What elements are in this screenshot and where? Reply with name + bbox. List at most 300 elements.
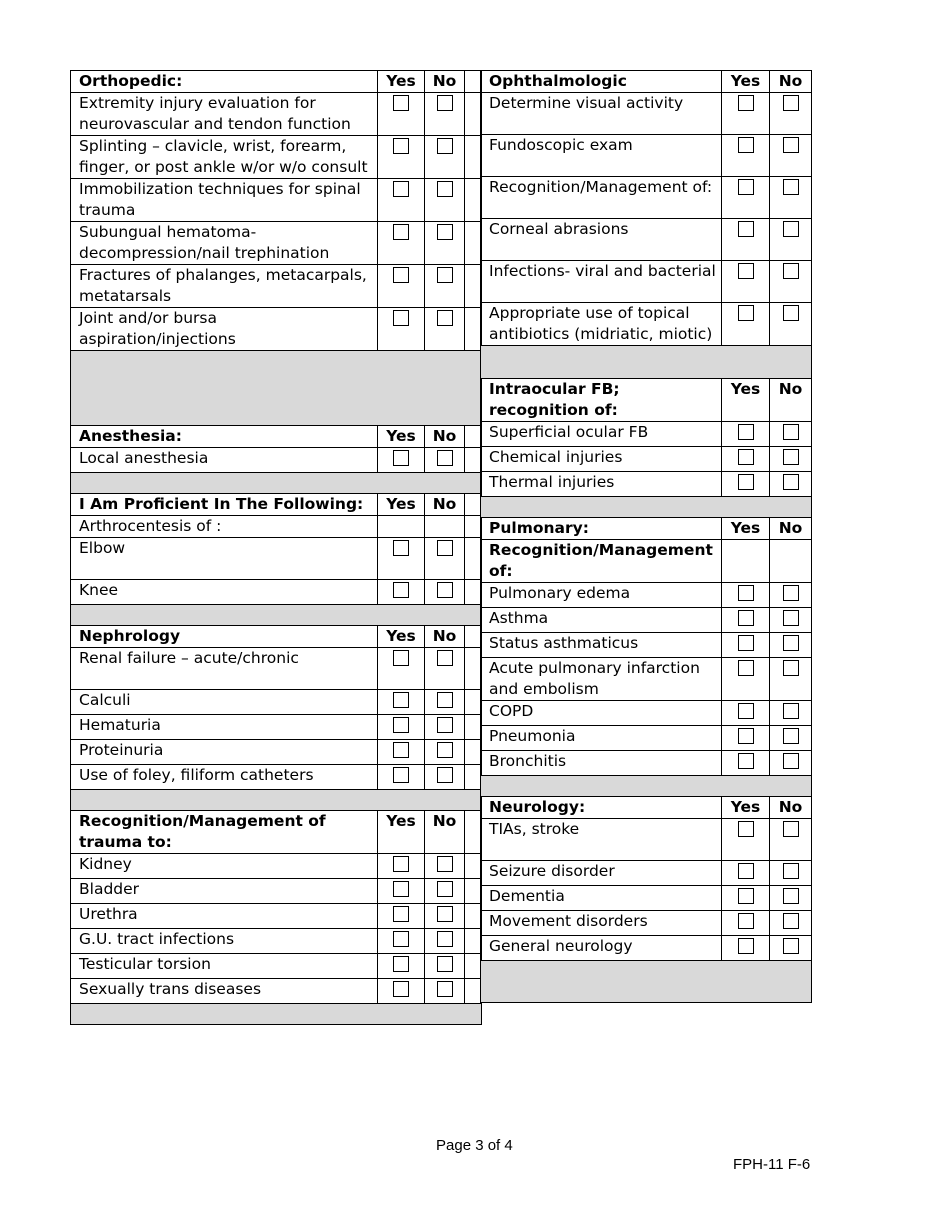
shaded-spacer-row bbox=[481, 961, 812, 1003]
yes-cell bbox=[378, 580, 425, 605]
item-label: Chemical injuries bbox=[481, 447, 722, 472]
item-label: Pulmonary edema bbox=[481, 583, 722, 608]
no-checkbox[interactable] bbox=[437, 310, 453, 326]
divider-cell bbox=[465, 308, 482, 351]
yes-checkbox[interactable] bbox=[393, 931, 409, 947]
spacer-cell bbox=[71, 605, 482, 626]
divider-cell bbox=[465, 929, 482, 954]
no-checkbox[interactable] bbox=[783, 424, 799, 440]
checklist-row-seizure-disorder bbox=[481, 861, 812, 886]
checklist-row-subungual-hematoma-decompression-nail-trephination bbox=[71, 222, 482, 265]
yes-cell bbox=[722, 219, 770, 261]
no-cell bbox=[770, 261, 812, 303]
section-header-intraocular-fb-recognition-of bbox=[481, 379, 812, 422]
spacer-cell bbox=[71, 1004, 482, 1025]
no-cell bbox=[770, 886, 812, 911]
yes-column-header: Yes bbox=[378, 426, 425, 448]
checklist-row-chemical-injuries bbox=[481, 447, 812, 472]
checklist-row-tias-stroke bbox=[481, 819, 812, 861]
yes-checkbox[interactable] bbox=[393, 717, 409, 733]
divider-cell bbox=[465, 904, 482, 929]
divider-cell bbox=[465, 765, 482, 790]
no-checkbox[interactable] bbox=[783, 449, 799, 465]
yes-cell bbox=[722, 608, 770, 633]
section-header-pulmonary bbox=[481, 518, 812, 540]
spacer-cell bbox=[71, 473, 482, 494]
item-label: Calculi bbox=[71, 690, 378, 715]
yes-cell bbox=[378, 740, 425, 765]
checklist-row-movement-disorders bbox=[481, 911, 812, 936]
yes-cell bbox=[378, 222, 425, 265]
yes-checkbox[interactable] bbox=[393, 956, 409, 972]
item-label: Extremity injury evaluation for neurovascular and tendon function bbox=[71, 93, 378, 136]
section-title: Orthopedic: bbox=[71, 71, 378, 93]
no-checkbox[interactable] bbox=[783, 703, 799, 719]
no-cell bbox=[770, 819, 812, 861]
item-label: Hematuria bbox=[71, 715, 378, 740]
right-checklist-table bbox=[480, 70, 812, 1003]
no-cell bbox=[770, 608, 812, 633]
no-checkbox[interactable] bbox=[783, 179, 799, 195]
item-label: General neurology bbox=[481, 936, 722, 961]
divider-cell bbox=[465, 265, 482, 308]
checklist-row-elbow bbox=[71, 538, 482, 580]
yes-checkbox[interactable] bbox=[393, 981, 409, 997]
checklist-row-bronchitis bbox=[481, 751, 812, 776]
yes-cell bbox=[722, 135, 770, 177]
yes-checkbox[interactable] bbox=[393, 906, 409, 922]
yes-column-header: Yes bbox=[378, 494, 425, 516]
spacer-cell bbox=[71, 351, 482, 426]
no-cell bbox=[770, 422, 812, 447]
no-cell bbox=[770, 936, 812, 961]
no-checkbox[interactable] bbox=[437, 267, 453, 283]
yes-checkbox[interactable] bbox=[738, 610, 754, 626]
checklist-row-pneumonia bbox=[481, 726, 812, 751]
checklist-row-use-of-foley-filiform-catheters bbox=[71, 765, 482, 790]
no-cell bbox=[770, 472, 812, 497]
item-label: Renal failure – acute/chronic bbox=[71, 648, 378, 690]
yes-checkbox[interactable] bbox=[738, 888, 754, 904]
yes-checkbox[interactable] bbox=[738, 938, 754, 954]
divider-cell bbox=[465, 626, 482, 648]
no-checkbox[interactable] bbox=[437, 767, 453, 783]
item-label: Pneumonia bbox=[481, 726, 722, 751]
divider-cell bbox=[465, 811, 482, 854]
divider-cell bbox=[465, 494, 482, 516]
left-checklist-table bbox=[70, 70, 482, 1025]
no-cell bbox=[770, 93, 812, 135]
yes-checkbox[interactable] bbox=[738, 753, 754, 769]
no-checkbox[interactable] bbox=[783, 888, 799, 904]
yes-checkbox[interactable] bbox=[738, 821, 754, 837]
item-label: Proteinuria bbox=[71, 740, 378, 765]
no-cell bbox=[770, 911, 812, 936]
item-label: Joint and/or bursa aspiration/injections bbox=[71, 308, 378, 351]
yes-checkbox[interactable] bbox=[738, 305, 754, 321]
checklist-row-recognition-management-of bbox=[481, 177, 812, 219]
no-checkbox[interactable] bbox=[783, 95, 799, 111]
yes-column-header: Yes bbox=[722, 71, 770, 93]
no-checkbox[interactable] bbox=[437, 856, 453, 872]
no-checkbox[interactable] bbox=[437, 95, 453, 111]
shaded-spacer-row bbox=[481, 346, 812, 379]
no-checkbox[interactable] bbox=[437, 138, 453, 154]
shaded-spacer-row bbox=[71, 473, 482, 494]
section-header-recognition-management-of-trauma-to bbox=[71, 811, 482, 854]
no-cell bbox=[770, 219, 812, 261]
checklist-row-local-anesthesia bbox=[71, 448, 482, 473]
yes-cell bbox=[722, 633, 770, 658]
no-cell bbox=[425, 979, 465, 1004]
no-cell bbox=[425, 93, 465, 136]
checklist-row-hematuria bbox=[71, 715, 482, 740]
checklist-row-arthrocentesis-of bbox=[71, 516, 482, 538]
checklist-row-extremity-injury-evaluation-for-neurovascular-and-tendon-function bbox=[71, 93, 482, 136]
no-column-header: No bbox=[425, 426, 465, 448]
no-cell bbox=[770, 135, 812, 177]
no-checkbox[interactable] bbox=[437, 450, 453, 466]
no-cell bbox=[425, 308, 465, 351]
yes-cell bbox=[378, 308, 425, 351]
checklist-row-kidney bbox=[71, 854, 482, 879]
yes-checkbox[interactable] bbox=[393, 95, 409, 111]
item-label: Recognition/Management of: bbox=[481, 540, 722, 583]
checklist-row-determine-visual-activity bbox=[481, 93, 812, 135]
no-cell bbox=[425, 222, 465, 265]
checklist-row-proteinuria bbox=[71, 740, 482, 765]
checklist-row-joint-and-or-bursa-aspiration-injections bbox=[71, 308, 482, 351]
yes-checkbox[interactable] bbox=[393, 692, 409, 708]
yes-checkbox[interactable] bbox=[738, 449, 754, 465]
item-label: Movement disorders bbox=[481, 911, 722, 936]
no-checkbox[interactable] bbox=[783, 660, 799, 676]
item-label: Urethra bbox=[71, 904, 378, 929]
item-label: Superficial ocular FB bbox=[481, 422, 722, 447]
yes-cell bbox=[378, 448, 425, 473]
no-checkbox[interactable] bbox=[783, 753, 799, 769]
yes-checkbox[interactable] bbox=[393, 224, 409, 240]
checklist-row-pulmonary-edema bbox=[481, 583, 812, 608]
section-header-i-am-proficient-in-the-following bbox=[71, 494, 482, 516]
checklist-row-superficial-ocular-fb bbox=[481, 422, 812, 447]
item-label: Thermal injuries bbox=[481, 472, 722, 497]
checklist-row-asthma bbox=[481, 608, 812, 633]
yes-cell bbox=[722, 751, 770, 776]
empty-cell bbox=[722, 540, 770, 583]
no-cell bbox=[425, 879, 465, 904]
divider-cell bbox=[465, 740, 482, 765]
checklist-row-recognition-management-of bbox=[481, 540, 812, 583]
no-column-header: No bbox=[770, 797, 812, 819]
yes-checkbox[interactable] bbox=[738, 95, 754, 111]
no-cell bbox=[425, 854, 465, 879]
item-label: Local anesthesia bbox=[71, 448, 378, 473]
no-checkbox[interactable] bbox=[783, 728, 799, 744]
no-cell bbox=[425, 954, 465, 979]
no-cell bbox=[425, 265, 465, 308]
checklist-row-bladder bbox=[71, 879, 482, 904]
no-checkbox[interactable] bbox=[437, 650, 453, 666]
divider-cell bbox=[465, 516, 482, 538]
checklist-row-infections-viral-and-bacterial bbox=[481, 261, 812, 303]
no-cell bbox=[425, 538, 465, 580]
section-header-orthopedic bbox=[71, 71, 482, 93]
item-label: Splinting – clavicle, wrist, forearm, finger, or post ankle w/or w/o consult bbox=[71, 136, 378, 179]
no-checkbox[interactable] bbox=[783, 474, 799, 490]
yes-checkbox[interactable] bbox=[738, 179, 754, 195]
yes-checkbox[interactable] bbox=[738, 863, 754, 879]
no-cell bbox=[770, 861, 812, 886]
no-cell bbox=[770, 658, 812, 701]
checklist-row-g-u-tract-infections bbox=[71, 929, 482, 954]
no-checkbox[interactable] bbox=[783, 913, 799, 929]
item-label: Knee bbox=[71, 580, 378, 605]
no-checkbox[interactable] bbox=[783, 137, 799, 153]
divider-cell bbox=[465, 715, 482, 740]
yes-checkbox[interactable] bbox=[393, 767, 409, 783]
yes-checkbox[interactable] bbox=[738, 137, 754, 153]
yes-cell bbox=[722, 583, 770, 608]
no-cell bbox=[770, 303, 812, 346]
yes-checkbox[interactable] bbox=[393, 310, 409, 326]
checklist-row-calculi bbox=[71, 690, 482, 715]
no-checkbox[interactable] bbox=[783, 585, 799, 601]
no-cell bbox=[425, 448, 465, 473]
no-checkbox[interactable] bbox=[783, 305, 799, 321]
yes-checkbox[interactable] bbox=[393, 582, 409, 598]
item-label: Bronchitis bbox=[481, 751, 722, 776]
checklist-row-copd bbox=[481, 701, 812, 726]
yes-checkbox[interactable] bbox=[393, 138, 409, 154]
yes-column-header: Yes bbox=[722, 379, 770, 422]
no-checkbox[interactable] bbox=[437, 181, 453, 197]
item-label: Bladder bbox=[71, 879, 378, 904]
section-title: Pulmonary: bbox=[481, 518, 722, 540]
no-cell bbox=[770, 701, 812, 726]
yes-checkbox[interactable] bbox=[393, 540, 409, 556]
spacer-cell bbox=[481, 961, 812, 1003]
no-checkbox[interactable] bbox=[783, 221, 799, 237]
yes-cell bbox=[722, 447, 770, 472]
item-label: Infections- viral and bacterial bbox=[481, 261, 722, 303]
no-checkbox[interactable] bbox=[783, 863, 799, 879]
no-checkbox[interactable] bbox=[783, 635, 799, 651]
no-column-header: No bbox=[425, 626, 465, 648]
no-checkbox[interactable] bbox=[437, 224, 453, 240]
checklist-row-urethra bbox=[71, 904, 482, 929]
yes-checkbox[interactable] bbox=[738, 221, 754, 237]
divider-cell bbox=[465, 879, 482, 904]
yes-cell bbox=[722, 658, 770, 701]
checklist-row-appropriate-use-of-topical-antibiotics-midriatic-miotic bbox=[481, 303, 812, 346]
no-checkbox[interactable] bbox=[783, 610, 799, 626]
yes-cell bbox=[378, 929, 425, 954]
item-label: Corneal abrasions bbox=[481, 219, 722, 261]
form-id: FPH-11 F-6 bbox=[733, 1156, 811, 1173]
yes-cell bbox=[722, 472, 770, 497]
no-cell bbox=[770, 583, 812, 608]
yes-checkbox[interactable] bbox=[393, 650, 409, 666]
no-checkbox[interactable] bbox=[437, 582, 453, 598]
no-checkbox[interactable] bbox=[437, 906, 453, 922]
yes-cell bbox=[378, 648, 425, 690]
yes-checkbox[interactable] bbox=[738, 660, 754, 676]
yes-cell bbox=[378, 93, 425, 136]
yes-cell bbox=[378, 904, 425, 929]
no-checkbox[interactable] bbox=[437, 717, 453, 733]
yes-checkbox[interactable] bbox=[738, 474, 754, 490]
yes-cell bbox=[722, 911, 770, 936]
no-checkbox[interactable] bbox=[437, 931, 453, 947]
item-label: Acute pulmonary infarction and embolism bbox=[481, 658, 722, 701]
yes-cell bbox=[378, 265, 425, 308]
no-checkbox[interactable] bbox=[437, 540, 453, 556]
divider-cell bbox=[465, 954, 482, 979]
yes-checkbox[interactable] bbox=[393, 450, 409, 466]
yes-cell bbox=[378, 538, 425, 580]
shaded-spacer-row bbox=[481, 776, 812, 797]
page-number: Page 3 of 4 bbox=[436, 1137, 513, 1154]
no-column-header: No bbox=[425, 494, 465, 516]
no-column-header: No bbox=[425, 811, 465, 854]
yes-cell bbox=[378, 179, 425, 222]
checklist-row-renal-failure-acute-chronic bbox=[71, 648, 482, 690]
checklist-row-status-asthmaticus bbox=[481, 633, 812, 658]
yes-checkbox[interactable] bbox=[393, 742, 409, 758]
checklist-row-fundoscopic-exam bbox=[481, 135, 812, 177]
no-cell bbox=[425, 580, 465, 605]
yes-checkbox[interactable] bbox=[738, 728, 754, 744]
no-cell bbox=[770, 633, 812, 658]
checklist-row-general-neurology bbox=[481, 936, 812, 961]
no-cell bbox=[425, 904, 465, 929]
yes-cell bbox=[378, 690, 425, 715]
yes-cell bbox=[722, 261, 770, 303]
spacer-cell bbox=[481, 346, 812, 379]
no-checkbox[interactable] bbox=[437, 956, 453, 972]
yes-cell bbox=[722, 819, 770, 861]
checklist-row-splinting-clavicle-wrist-forearm-finger-or-post-ankle-w-or-w-o-consult bbox=[71, 136, 482, 179]
item-label: Arthrocentesis of : bbox=[71, 516, 378, 538]
yes-column-header: Yes bbox=[722, 797, 770, 819]
no-cell bbox=[425, 740, 465, 765]
no-cell bbox=[770, 751, 812, 776]
yes-checkbox[interactable] bbox=[738, 424, 754, 440]
divider-cell bbox=[465, 222, 482, 265]
item-label: TIAs, stroke bbox=[481, 819, 722, 861]
yes-checkbox[interactable] bbox=[738, 635, 754, 651]
section-title: Neurology: bbox=[481, 797, 722, 819]
section-header-anesthesia bbox=[71, 426, 482, 448]
checklist-row-immobilization-techniques-for-spinal-trauma bbox=[71, 179, 482, 222]
no-cell bbox=[425, 929, 465, 954]
no-cell bbox=[425, 765, 465, 790]
divider-cell bbox=[465, 426, 482, 448]
no-checkbox[interactable] bbox=[783, 821, 799, 837]
yes-cell bbox=[378, 136, 425, 179]
section-header-ophthalmologic bbox=[481, 71, 812, 93]
yes-cell bbox=[378, 954, 425, 979]
yes-cell bbox=[722, 936, 770, 961]
shaded-spacer-row bbox=[71, 1004, 482, 1025]
divider-cell bbox=[465, 538, 482, 580]
no-cell bbox=[425, 179, 465, 222]
checklist-row-fractures-of-phalanges-metacarpals-metatarsals bbox=[71, 265, 482, 308]
yes-checkbox[interactable] bbox=[393, 881, 409, 897]
yes-cell bbox=[722, 177, 770, 219]
no-column-header: No bbox=[770, 71, 812, 93]
shaded-spacer-row bbox=[71, 790, 482, 811]
no-checkbox[interactable] bbox=[437, 742, 453, 758]
checklist-row-testicular-torsion bbox=[71, 954, 482, 979]
divider-cell bbox=[465, 71, 482, 93]
section-title: Ophthalmologic bbox=[481, 71, 722, 93]
shaded-spacer-row bbox=[71, 605, 482, 626]
no-checkbox[interactable] bbox=[783, 263, 799, 279]
divider-cell bbox=[465, 179, 482, 222]
no-checkbox[interactable] bbox=[437, 881, 453, 897]
yes-checkbox[interactable] bbox=[738, 703, 754, 719]
section-title: I Am Proficient In The Following: bbox=[71, 494, 378, 516]
item-label: Immobilization techniques for spinal trauma bbox=[71, 179, 378, 222]
yes-checkbox[interactable] bbox=[393, 856, 409, 872]
item-label: Fundoscopic exam bbox=[481, 135, 722, 177]
no-cell bbox=[425, 136, 465, 179]
checklist-row-corneal-abrasions bbox=[481, 219, 812, 261]
item-label: Sexually trans diseases bbox=[71, 979, 378, 1004]
divider-cell bbox=[465, 136, 482, 179]
yes-column-header: Yes bbox=[722, 518, 770, 540]
checklist-row-sexually-trans-diseases bbox=[71, 979, 482, 1004]
no-checkbox[interactable] bbox=[783, 938, 799, 954]
yes-cell bbox=[722, 726, 770, 751]
no-checkbox[interactable] bbox=[437, 692, 453, 708]
no-cell bbox=[425, 648, 465, 690]
divider-cell bbox=[465, 93, 482, 136]
shaded-spacer-row bbox=[481, 497, 812, 518]
spacer-cell bbox=[481, 776, 812, 797]
section-title: Nephrology bbox=[71, 626, 378, 648]
checklist-row-dementia bbox=[481, 886, 812, 911]
item-label: Testicular torsion bbox=[71, 954, 378, 979]
section-title: Anesthesia: bbox=[71, 426, 378, 448]
item-label: Asthma bbox=[481, 608, 722, 633]
divider-cell bbox=[465, 854, 482, 879]
no-checkbox[interactable] bbox=[437, 981, 453, 997]
yes-checkbox[interactable] bbox=[738, 263, 754, 279]
divider-cell bbox=[465, 580, 482, 605]
checklist-row-knee bbox=[71, 580, 482, 605]
section-title: Recognition/Management of trauma to: bbox=[71, 811, 378, 854]
no-column-header: No bbox=[425, 71, 465, 93]
yes-column-header: Yes bbox=[378, 71, 425, 93]
item-label: Appropriate use of topical antibiotics (midriatic, miotic) bbox=[481, 303, 722, 346]
yes-checkbox[interactable] bbox=[393, 267, 409, 283]
yes-cell bbox=[378, 854, 425, 879]
divider-cell bbox=[465, 979, 482, 1004]
yes-checkbox[interactable] bbox=[738, 913, 754, 929]
spacer-cell bbox=[71, 790, 482, 811]
item-label: Kidney bbox=[71, 854, 378, 879]
yes-cell bbox=[378, 765, 425, 790]
yes-cell bbox=[722, 422, 770, 447]
yes-checkbox[interactable] bbox=[393, 181, 409, 197]
yes-checkbox[interactable] bbox=[738, 585, 754, 601]
divider-cell bbox=[465, 648, 482, 690]
item-label: Dementia bbox=[481, 886, 722, 911]
spacer-cell bbox=[481, 497, 812, 518]
